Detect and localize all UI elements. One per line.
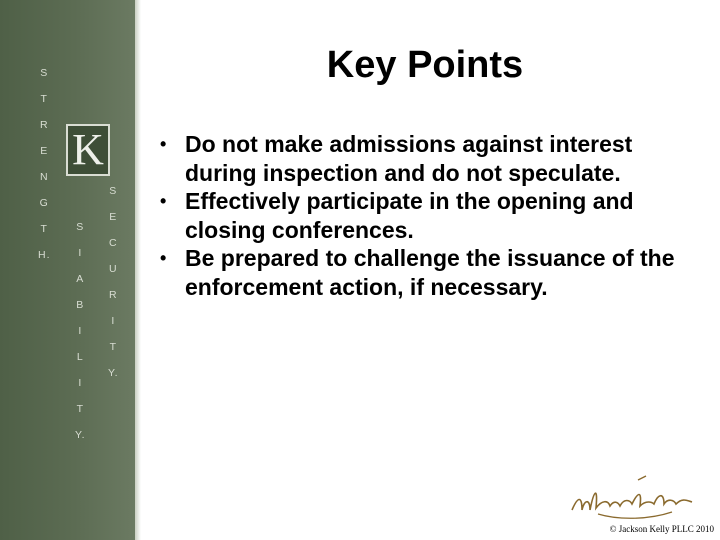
bullet-item: [160, 244, 700, 301]
sidebar-letter: I: [78, 247, 83, 259]
bullet-dot-icon: •: [160, 248, 167, 268]
sidebar-letter: C: [108, 237, 118, 249]
copyright-text: © Jackson Kelly PLLC 2010: [609, 524, 714, 534]
sidebar-letter: A: [76, 273, 85, 285]
sidebar: [0, 0, 135, 540]
bullet-text: Effectively participate in the opening and closing conferences.: [185, 188, 634, 243]
sidebar-letter: N: [39, 171, 49, 183]
sidebar-word-security: [108, 178, 119, 386]
sidebar-letter: S: [76, 221, 85, 233]
sidebar-letter: R: [39, 119, 49, 131]
bullet-item: [160, 187, 700, 244]
bullet-text: Be prepared to challenge the issuance of the enforcement action, if necessary.: [185, 245, 675, 300]
sidebar-letter: R: [108, 289, 118, 301]
logo: [66, 124, 110, 176]
sidebar-letter: E: [109, 211, 118, 223]
logo-letter: K: [72, 125, 104, 174]
sidebar-letter: U: [108, 263, 118, 275]
sidebar-letter: Y.: [75, 429, 86, 441]
bullet-list: [160, 130, 700, 301]
bullet-dot-icon: •: [160, 191, 167, 211]
sidebar-letter: T: [40, 223, 48, 235]
sidebar-letter: Y.: [108, 367, 119, 379]
sidebar-letter: T: [76, 403, 84, 415]
sidebar-letter: T: [40, 93, 48, 105]
bullet-dot-icon: •: [160, 134, 167, 154]
bullet-text: Do not make admissions against interest during inspection and do not speculate.: [185, 131, 633, 186]
sidebar-letter: I: [111, 315, 116, 327]
sidebar-letter: S: [40, 67, 49, 79]
sidebar-letter: B: [76, 299, 85, 311]
slide-title: Key Points: [326, 44, 524, 86]
sidebar-letter: T: [109, 341, 117, 353]
sidebar-letter: E: [40, 145, 49, 157]
sidebar-letter: S: [109, 185, 118, 197]
sidebar-letter: I: [78, 325, 83, 337]
bullet-item: [160, 130, 700, 187]
sidebar-letter: G: [39, 197, 49, 209]
sidebar-letter: L: [76, 351, 84, 363]
where-it-matters-signature-icon: [568, 470, 698, 528]
sidebar-letter: I: [78, 377, 83, 389]
sidebar-word-strength: [38, 60, 51, 268]
sidebar-letter: H.: [38, 249, 51, 261]
sidebar-edge: [135, 0, 141, 540]
sidebar-word-stability: [75, 214, 86, 448]
